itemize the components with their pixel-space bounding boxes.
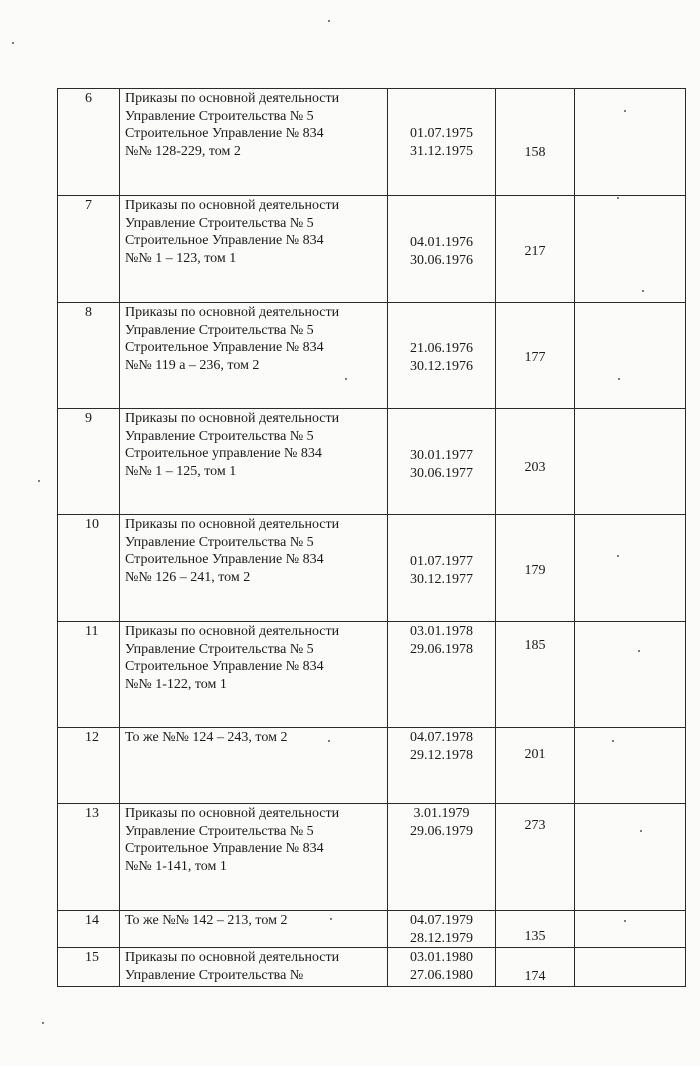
note-cell [575, 728, 686, 804]
note-cell [575, 948, 686, 987]
file-dates [388, 515, 496, 622]
file-title-line: Приказы по основной деятельности [125, 517, 340, 532]
file-title-line: Приказы по основной деятельности [125, 624, 340, 639]
row-number: 11 [58, 622, 120, 728]
file-title [120, 804, 388, 911]
file-dates [388, 89, 496, 196]
start-date: 03.01.1980 [410, 950, 473, 965]
file-title-line: Управление Строительства № 5 [125, 534, 314, 550]
file-title-line: Приказы по основной деятельности [125, 198, 340, 213]
sheet-count: 158 [496, 89, 575, 196]
row-number: 15 [58, 948, 120, 987]
file-title-line: №№ 126 – 241, том 2 [125, 569, 251, 585]
end-date: 30.06.1977 [410, 465, 473, 481]
sheet-count: 179 [496, 515, 575, 622]
file-title-line: №№ 1 – 125, том 1 [125, 463, 237, 479]
scan-speck [612, 740, 614, 742]
sheet-count: 135 [496, 911, 575, 948]
file-title-line: Строительное Управление № 834 [125, 126, 324, 141]
scan-speck [345, 378, 347, 380]
file-title-line: Управление Строительства № 5 [125, 322, 314, 338]
table-row [58, 804, 686, 911]
file-title [120, 196, 388, 303]
end-date: 28.12.1979 [410, 930, 473, 946]
file-title-line: Строительное Управление № 834 [125, 340, 324, 355]
file-title-line: №№ 1-122, том 1 [125, 676, 227, 692]
note-cell [575, 89, 686, 196]
inventory-table [57, 88, 686, 987]
file-title-line: №№ 1 – 123, том 1 [125, 250, 237, 266]
file-title-line: №№ 128-229, том 2 [125, 143, 241, 159]
start-date: 3.01.1979 [413, 806, 470, 821]
file-dates [388, 409, 496, 515]
file-title-line: №№ 1-141, том 1 [125, 858, 227, 874]
sheet-count: 201 [496, 728, 575, 804]
note-cell [575, 622, 686, 728]
file-dates [388, 196, 496, 303]
sheet-count: 174 [496, 948, 575, 987]
sheet-count: 185 [496, 622, 575, 728]
scan-speck [640, 830, 642, 832]
file-title [120, 948, 388, 987]
file-title [120, 89, 388, 196]
file-dates [388, 911, 496, 948]
start-date: 21.06.1976 [410, 341, 473, 356]
row-number: 9 [58, 409, 120, 515]
sheet-count: 203 [496, 409, 575, 515]
file-dates [388, 804, 496, 911]
file-title-line: Управление Строительства № [125, 967, 304, 983]
table-row [58, 948, 686, 987]
file-title [120, 728, 388, 804]
sheet-count: 217 [496, 196, 575, 303]
table-row [58, 196, 686, 303]
start-date: 04.01.1976 [410, 235, 473, 250]
file-title-line: Приказы по основной деятельности [125, 305, 340, 320]
file-title-line: Строительное Управление № 834 [125, 841, 324, 856]
table-row [58, 303, 686, 409]
scan-speck [638, 650, 640, 652]
row-number: 10 [58, 515, 120, 622]
file-title-line: Приказы по основной деятельности [125, 806, 340, 821]
scan-speck [328, 740, 330, 742]
start-date: 04.07.1979 [410, 913, 473, 928]
scan-speck [12, 42, 14, 44]
note-cell [575, 196, 686, 303]
file-dates [388, 622, 496, 728]
file-title-line: То же №№ 124 – 243, том 2 [125, 730, 288, 745]
sheet-count: 273 [496, 804, 575, 911]
file-title-line: №№ 119 а – 236, том 2 [125, 357, 260, 373]
table-row [58, 728, 686, 804]
file-dates [388, 303, 496, 409]
row-number: 8 [58, 303, 120, 409]
sheet-count: 177 [496, 303, 575, 409]
table-row [58, 622, 686, 728]
file-title-line: Приказы по основной деятельности [125, 91, 340, 106]
start-date: 03.01.1978 [410, 624, 473, 639]
scan-speck [624, 920, 626, 922]
file-title [120, 515, 388, 622]
end-date: 30.12.1977 [410, 571, 473, 587]
file-title-line: Приказы по основной деятельности [125, 411, 340, 426]
table-row [58, 515, 686, 622]
row-number: 13 [58, 804, 120, 911]
row-number: 6 [58, 89, 120, 196]
row-number: 12 [58, 728, 120, 804]
table-row [58, 409, 686, 515]
file-title-line: Управление Строительства № 5 [125, 428, 314, 444]
file-title-line: Строительное управление № 834 [125, 446, 322, 461]
start-date: 30.01.1977 [410, 448, 473, 463]
end-date: 30.12.1976 [410, 358, 473, 374]
end-date: 29.06.1978 [410, 641, 473, 657]
file-title-line: Строительное Управление № 834 [125, 659, 324, 674]
scan-speck [618, 378, 620, 380]
scan-speck [330, 918, 332, 920]
file-title-line: Управление Строительства № 5 [125, 108, 314, 124]
start-date: 04.07.1978 [410, 730, 473, 745]
end-date: 29.12.1978 [410, 747, 473, 763]
row-number: 7 [58, 196, 120, 303]
file-title-line: Строительное Управление № 834 [125, 552, 324, 567]
start-date: 01.07.1977 [410, 554, 473, 569]
scan-speck [617, 555, 619, 557]
start-date: 01.07.1975 [410, 126, 473, 141]
file-title-line: Приказы по основной деятельности [125, 950, 340, 965]
scan-speck [328, 20, 330, 22]
scan-speck [617, 197, 619, 199]
row-number: 14 [58, 911, 120, 948]
end-date: 27.06.1980 [410, 967, 473, 983]
end-date: 31.12.1975 [410, 143, 473, 159]
file-title [120, 303, 388, 409]
file-title-line: Строительное Управление № 834 [125, 233, 324, 248]
file-title-line: Управление Строительства № 5 [125, 823, 314, 839]
file-title [120, 911, 388, 948]
table-row [58, 911, 686, 948]
file-title [120, 409, 388, 515]
file-dates [388, 728, 496, 804]
file-title-line: Управление Строительства № 5 [125, 215, 314, 231]
inventory-table-body [58, 89, 686, 987]
note-cell [575, 804, 686, 911]
note-cell [575, 911, 686, 948]
file-dates [388, 948, 496, 987]
scan-speck [38, 480, 40, 482]
file-title-line: Управление Строительства № 5 [125, 641, 314, 657]
file-title-line: То же №№ 142 – 213, том 2 [125, 913, 288, 928]
scan-speck [642, 290, 644, 292]
file-title [120, 622, 388, 728]
note-cell [575, 409, 686, 515]
scan-speck [42, 1022, 44, 1024]
note-cell [575, 303, 686, 409]
table-row [58, 89, 686, 196]
end-date: 29.06.1979 [410, 823, 473, 839]
scan-speck [624, 110, 626, 112]
end-date: 30.06.1976 [410, 252, 473, 268]
note-cell [575, 515, 686, 622]
